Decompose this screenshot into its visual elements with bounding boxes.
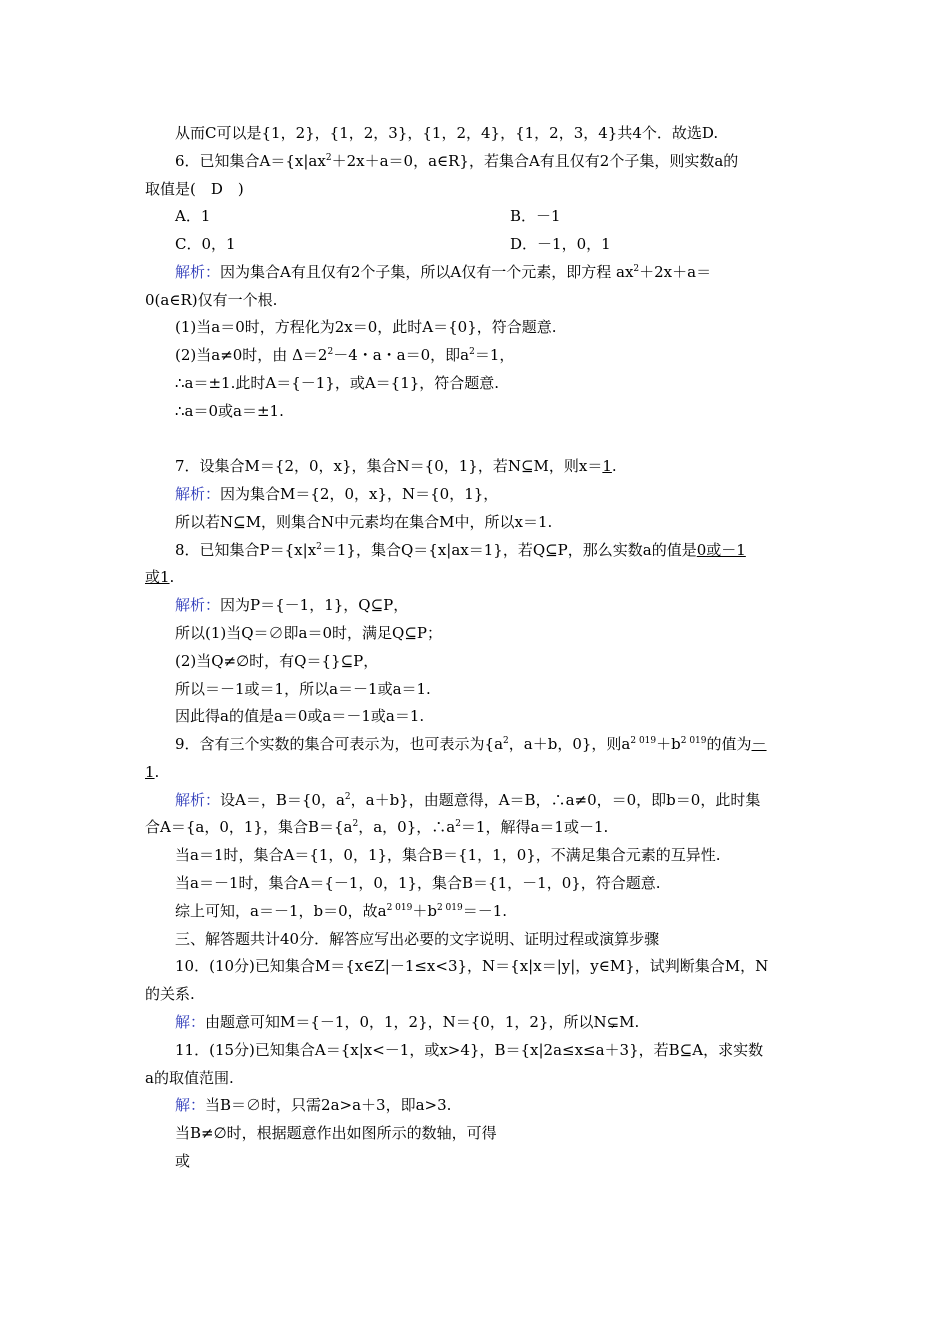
question-9 [175, 734, 840, 754]
line-l25 [145, 817, 810, 837]
text-run: ＝－1. [462, 902, 508, 920]
option-b: B．－1 [510, 207, 561, 225]
line-l09 [175, 345, 840, 365]
question-10 [175, 956, 840, 976]
text-run: 当a＝－1时，集合A＝{－1，0，1}，集合B＝{1，－1，0}，符合题意. [175, 874, 661, 892]
text-run: 7．设集合M＝{2，0，x}，集合N＝{0，1}，若N⊆M，则x＝ [175, 457, 603, 475]
text-run: ∴a＝±1.此时A＝{－1}，或A＝{1}，符合题意. [175, 374, 500, 392]
text-run: ，a＋b}，由题意得，A＝B，∴a≠0，＝0，即b＝0，此时集 [350, 791, 761, 809]
superscript: 2 [455, 819, 461, 829]
superscript: 2 019 [436, 903, 463, 913]
text-run: ＋b [656, 735, 681, 753]
text-run: ＋b [412, 902, 437, 920]
line-l16 [145, 567, 810, 587]
line-l24 [175, 790, 840, 810]
line-l11 [175, 401, 840, 421]
superscript: 2 [633, 264, 640, 274]
line-l08 [175, 317, 840, 337]
text-run: 因为集合M＝{2，0，x}，N＝{0，1}， [220, 485, 499, 503]
answer-underline: 1 [602, 457, 612, 475]
analysis-label: 解析： [175, 485, 221, 503]
text-run: 或 [175, 1152, 191, 1170]
text-run: ，a＋b，0}，则a [508, 735, 631, 753]
superscript: 2 [316, 542, 322, 552]
superscript: 2 [344, 792, 351, 802]
line-l07 [145, 290, 810, 310]
answer-underline: － [751, 735, 767, 753]
text-run: 从而C可以是{1，2}，{1，2，3}，{1，2，4}，{1，2，3，4}共4个．故选D. [175, 124, 719, 142]
text-run: 10．(10分)已知集合M＝{x∈Z|－1≤x<3}，N＝{x|x＝|y|，y∈M}，试判断集合M，N [175, 957, 769, 975]
question-6 [175, 151, 840, 171]
answer-underline: 或1 [145, 568, 170, 586]
question-7 [175, 456, 840, 476]
line-l27 [175, 873, 840, 893]
text-run: 由题意可知M＝{－1，0，1，2}，N＝{0，1，2}，所以N⊊M. [205, 1013, 640, 1031]
line-l13 [175, 484, 840, 504]
analysis-label: 解析： [175, 263, 221, 281]
answer-underline: 1 [145, 763, 155, 781]
text-run: 因为集合A有且仅有2个子集，所以A仅有一个元素，即方程 ax [220, 263, 634, 281]
question-11 [175, 1040, 840, 1060]
option-c: C．0，1 [175, 235, 236, 253]
text-run: . [611, 457, 617, 475]
text-run: 当B≠∅时，根据题意作出如图所示的数轴，可得 [175, 1124, 497, 1142]
text-run: ＋2x＋a＝0，a∈R}，若集合A有且仅有2个子集，则实数a的 [331, 152, 739, 170]
text-run: ＝1， [474, 346, 515, 364]
line-l28 [175, 901, 840, 921]
text-run: 取值是( D ) [145, 180, 244, 198]
section-heading [175, 929, 840, 949]
superscript: 2 019 [630, 736, 657, 746]
superscript: 2 [503, 736, 509, 746]
line-l06 [175, 262, 840, 282]
text-run: 6．已知集合A＝{x|ax [175, 152, 326, 170]
line-l23 [145, 762, 810, 782]
text-run: 11．(15分)已知集合A＝{x|x<－1，或x>4}，B＝{x|2a≤x≤a＋3}，若B⊆A，求实数 [175, 1041, 764, 1059]
text-run: 0(a∈R)仅有一个根. [145, 291, 278, 309]
text-run: ＝1}，集合Q＝{x|ax＝1}，若Q⊆P，那么实数a的值是 [321, 541, 697, 559]
line-l26 [175, 845, 840, 865]
text-run: 9．含有三个实数的集合可表示为，也可表示为{a [175, 735, 504, 753]
line-l14 [175, 512, 840, 532]
line-l32 [175, 1012, 840, 1032]
text-run: 所以若N⊆M，则集合N中元素均在集合M中，所以x＝1. [175, 513, 553, 531]
question-8 [175, 540, 840, 560]
text-run: ＋2x＋a＝ [639, 263, 712, 281]
text-run: 当B＝∅时，只需2a>a＋3，即a>3. [205, 1096, 452, 1114]
line-l36 [175, 1123, 840, 1143]
line-l17 [175, 595, 840, 615]
text-run: 所以＝－1或＝1，所以a＝－1或a＝1. [175, 680, 431, 698]
analysis-label: 解： [175, 1013, 206, 1031]
line-l19 [175, 651, 840, 671]
text-run: (1)当a＝0时，方程化为2x＝0，此时A＝{0}，符合题意. [175, 318, 557, 336]
text-run: 综上可知，a＝－1，b＝0，故a [175, 902, 387, 920]
text-run: ＝1，解得a＝1或－1. [460, 818, 609, 836]
analysis-label: 解： [175, 1096, 206, 1114]
text-run: 合A＝{a，0，1}，集合B＝{a [145, 818, 353, 836]
text-run: ∴a＝0或a＝±1. [175, 402, 284, 420]
line-l31 [145, 984, 810, 1004]
option-d: D．－1，0，1 [510, 235, 611, 253]
superscript: 2 [352, 819, 359, 829]
superscript: 2 [327, 347, 334, 357]
text-run: 的值为 [706, 735, 752, 753]
line-l03 [145, 179, 810, 199]
line-l37 [175, 1151, 840, 1171]
line-l21 [175, 706, 840, 726]
text-run: 因为P＝{－1，1}，Q⊆P， [220, 596, 409, 614]
line-l01 [175, 123, 840, 143]
analysis-label: 解析： [175, 596, 221, 614]
text-run: (2)当a≠0时，由 Δ＝2 [175, 346, 328, 364]
text-run: (2)当Q≠∅时，有Q＝{}⊆P， [175, 652, 379, 670]
line-l10 [175, 373, 840, 393]
line-l35 [175, 1095, 840, 1115]
text-run: 三、解答题共计40分．解答应写出必要的文字说明、证明过程或演算步骤 [175, 930, 660, 948]
text-run: a的取值范围. [145, 1069, 234, 1087]
answer-underline: 0或－1 [696, 541, 746, 559]
analysis-label: 解析： [175, 791, 221, 809]
text-run: ，a，0}，∴a [358, 818, 456, 836]
text-run: 所以(1)当Q＝∅即a＝0时，满足Q⊆P； [175, 624, 442, 642]
line-l20 [175, 679, 840, 699]
text-run: 8．已知集合P＝{x|x [175, 541, 317, 559]
superscript: 2 [325, 153, 332, 163]
option-a: A．1 [175, 207, 211, 225]
text-run: －4・a・a＝0，即a [333, 346, 470, 364]
text-run: 的关系. [145, 985, 195, 1003]
line-l18 [175, 623, 840, 643]
superscript: 2 019 [386, 903, 413, 913]
text-run: 设A＝，B＝{0，a [220, 791, 345, 809]
text-run: 因此得a的值是a＝0或a＝－1或a＝1. [175, 707, 425, 725]
line-l34 [145, 1068, 810, 1088]
superscript: 2 [469, 347, 475, 357]
superscript: 2 019 [680, 736, 707, 746]
text-run: . [154, 763, 160, 781]
text-run: 当a＝1时，集合A＝{1，0，1}，集合B＝{1，1，0}，不满足集合元素的互异性. [175, 846, 721, 864]
text-run: . [169, 568, 175, 586]
